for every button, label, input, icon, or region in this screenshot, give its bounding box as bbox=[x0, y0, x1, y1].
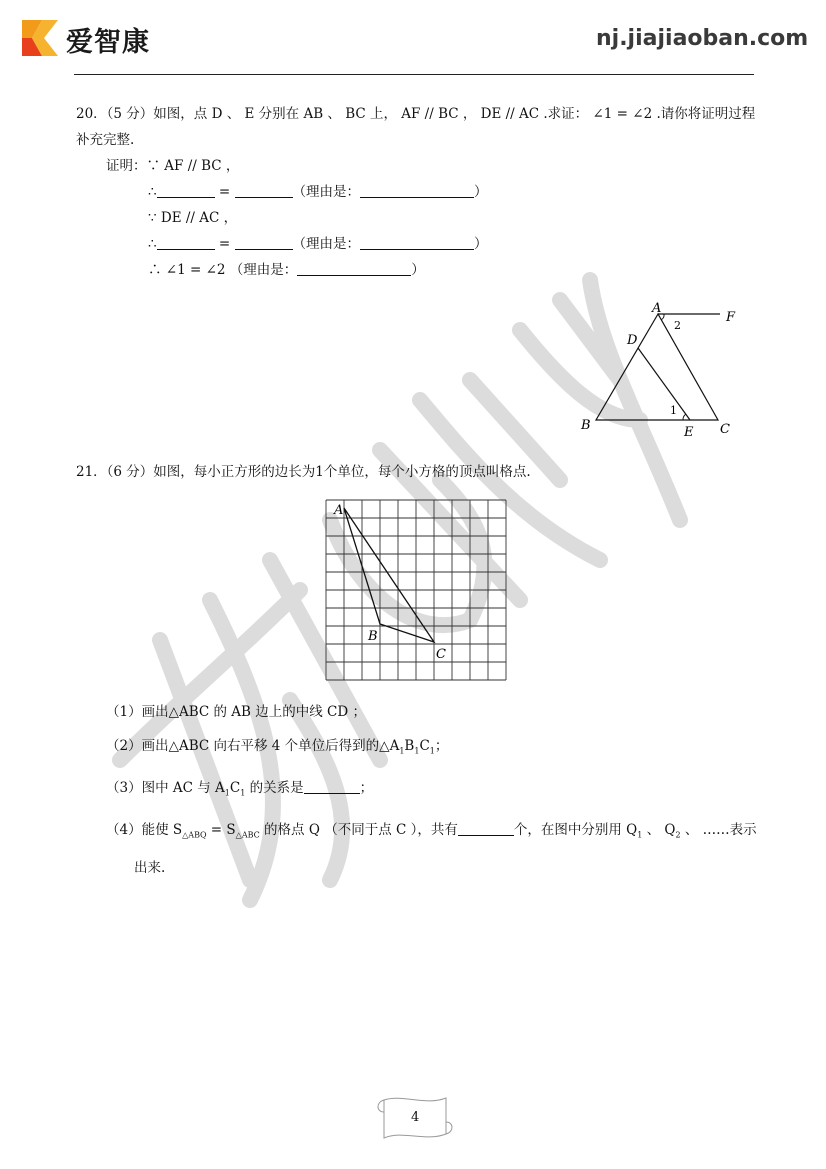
blank-field[interactable] bbox=[235, 235, 293, 250]
q20-since2: ∵ DE // AC ， bbox=[148, 210, 238, 226]
label-A: A bbox=[652, 301, 662, 316]
therefore-symbol: ∴ bbox=[148, 184, 157, 200]
q20-line1: 20．（5 分）如图，点 D 、 E 分别在 AB 、 BC 上， AF // BC ， DE // AC .求证： ∠1 = ∠2 .请你将证明过程 bbox=[76, 106, 756, 122]
q20-proof-intro: 证明：∵ AF // BC ， bbox=[106, 158, 240, 174]
blank-field[interactable] bbox=[458, 821, 514, 836]
final-prefix: ∴ ∠1 = ∠2 （理由是： bbox=[148, 262, 298, 278]
part2-text: C bbox=[419, 738, 430, 754]
grid-label-A: A bbox=[334, 503, 344, 518]
close-paren: ） bbox=[411, 262, 425, 278]
part2-text: （2）画出△ABC 向右平移 4 个单位后得到的△A bbox=[106, 738, 400, 754]
header-divider bbox=[74, 74, 754, 75]
label-E: E bbox=[684, 425, 694, 440]
q21-part4 bbox=[106, 820, 757, 846]
subscript: 2 bbox=[675, 830, 681, 840]
label-D: D bbox=[627, 333, 638, 348]
part4-text: 个，在图中分别用 Q bbox=[513, 822, 638, 838]
grid-figure bbox=[318, 494, 510, 686]
brand-name: 爱智康 bbox=[66, 27, 150, 58]
reason-label: （理由是： bbox=[292, 236, 360, 252]
subscript: △ABC bbox=[235, 830, 260, 840]
part3-text: C bbox=[229, 780, 241, 796]
label-C: C bbox=[720, 422, 730, 437]
equals-sign: = bbox=[218, 236, 231, 252]
q21-part2 bbox=[106, 736, 448, 762]
q20-step1 bbox=[148, 182, 488, 202]
subscript: 1 bbox=[224, 788, 230, 798]
reason-label: （理由是： bbox=[292, 184, 360, 200]
blank-field[interactable] bbox=[360, 235, 474, 250]
equals-sign: = bbox=[218, 184, 231, 200]
part4-text: 的格点 Q （不同于点 C ），共有 bbox=[259, 822, 458, 838]
blank-field[interactable] bbox=[360, 183, 474, 198]
part4-text: 、 Q bbox=[642, 822, 676, 838]
label-B: B bbox=[581, 418, 591, 433]
site-url[interactable]: nj.jiajiaoban.com bbox=[596, 26, 809, 51]
subscript: 1 bbox=[429, 746, 435, 756]
q20-step2 bbox=[148, 234, 488, 254]
blank-field[interactable] bbox=[304, 779, 360, 794]
part3-text: （3）图中 AC 与 A bbox=[106, 780, 225, 796]
subscript: 1 bbox=[240, 788, 246, 798]
part3-text: 的关系是 bbox=[245, 780, 304, 796]
therefore-symbol: ∴ bbox=[148, 236, 157, 252]
triangle-figure bbox=[570, 296, 750, 440]
part4-text: 、 ……表示 bbox=[680, 822, 757, 838]
blank-field[interactable] bbox=[297, 261, 411, 276]
blank-field[interactable] bbox=[157, 235, 215, 250]
subscript: 1 bbox=[399, 746, 405, 756]
part4-text: = S bbox=[206, 822, 236, 838]
subscript: 1 bbox=[637, 830, 643, 840]
blank-field[interactable] bbox=[235, 183, 293, 198]
angle-2-label: 2 bbox=[674, 319, 681, 332]
subscript: 1 bbox=[414, 746, 420, 756]
subscript: △ABQ bbox=[182, 830, 207, 840]
q21-line1: 21．（6 分）如图，每小正方形的边长为1个单位，每个小方格的顶点叫格点. bbox=[76, 464, 531, 480]
part2-text: ； bbox=[434, 738, 449, 754]
q21-part4-continued: 出来. bbox=[134, 860, 166, 876]
part3-text: ； bbox=[359, 780, 374, 796]
q20-final bbox=[148, 260, 425, 280]
page-number: 4 bbox=[411, 1110, 420, 1125]
grid-label-B: B bbox=[368, 629, 378, 644]
part2-text: B bbox=[404, 738, 415, 754]
close-paren: ） bbox=[474, 184, 488, 200]
grid-label-C: C bbox=[436, 647, 446, 662]
blank-field[interactable] bbox=[157, 183, 215, 198]
close-paren: ） bbox=[474, 236, 488, 252]
part4-text: （4）能使 S bbox=[106, 822, 183, 838]
label-F: F bbox=[726, 310, 736, 325]
q20-line2: 补充完整. bbox=[76, 132, 135, 148]
brand-logo-icon bbox=[20, 18, 60, 58]
q21-part3 bbox=[106, 778, 373, 804]
angle-1-label: 1 bbox=[670, 404, 677, 417]
q21-part1: （1）画出△ABC 的 AB 边上的中线 CD ； bbox=[106, 704, 366, 720]
